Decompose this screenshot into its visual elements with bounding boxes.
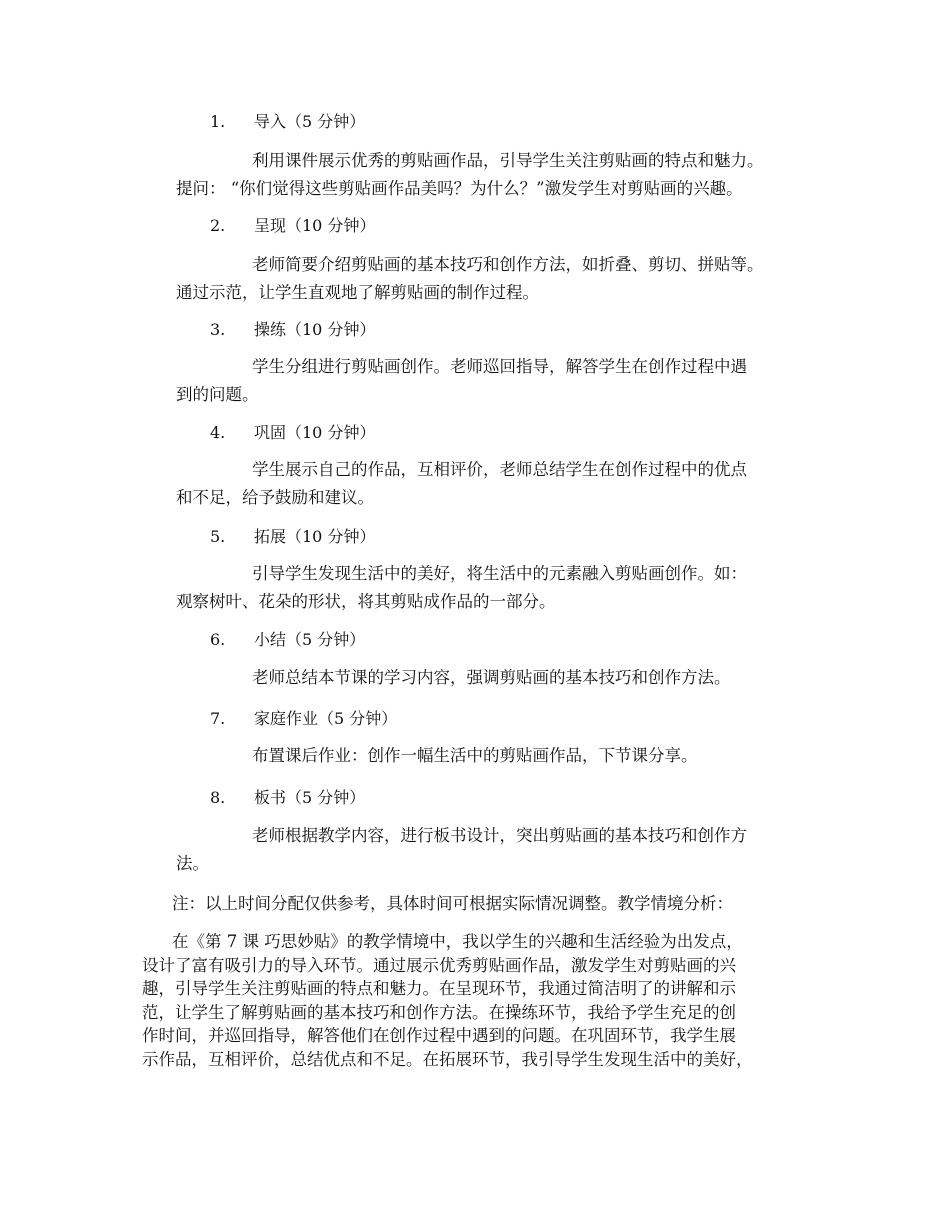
section-body bbox=[176, 147, 764, 203]
body-line: 学生展示自己的作品，互相评价，老师总结学生在创作过程中的优点 bbox=[252, 460, 747, 479]
body-line: 法。 bbox=[176, 854, 209, 873]
body-line: 老师简要介绍剪贴画的基本技巧和创作方法，如折叠、剪切、拼贴等。 bbox=[252, 255, 764, 274]
section-body bbox=[176, 560, 747, 616]
section-body bbox=[176, 822, 747, 878]
analysis-line: 设计了富有吸引力的导入环节。通过展示优秀剪贴画作品，激发学生对剪贴画的兴 bbox=[142, 955, 736, 975]
section-heading bbox=[210, 216, 375, 236]
section-heading bbox=[210, 320, 375, 340]
body-line: 通过示范，让学生直观地了解剪贴画的制作过程。 bbox=[176, 283, 539, 302]
note-line: 注：以上时间分配仅供参考，具体时间可根据实际情况调整。教学情境分析： bbox=[172, 894, 733, 913]
section-number: 7. bbox=[210, 709, 226, 728]
section-number: 6. bbox=[210, 630, 226, 649]
section-heading bbox=[210, 423, 375, 443]
section-number: 1. bbox=[210, 112, 226, 131]
section-body bbox=[176, 353, 747, 409]
section-title: 小结（5 分钟） bbox=[254, 630, 366, 649]
section-number: 8. bbox=[210, 788, 226, 807]
section-body bbox=[176, 742, 698, 770]
section-heading bbox=[210, 709, 397, 729]
body-line: 引导学生发现生活中的美好，将生活中的元素融入剪贴画创作。如： bbox=[252, 564, 747, 583]
section-heading bbox=[210, 788, 365, 808]
body-line: 提问： “你们觉得这些剪贴画作品美吗？为什么？”激发学生对剪贴画的兴趣。 bbox=[176, 179, 743, 198]
analysis-line: 在《第 7 课 巧思妙贴》的教学情境中，我以学生的兴趣和生活经验为出发点， bbox=[172, 932, 743, 951]
body-line: 老师根据教学内容，进行板书设计，突出剪贴画的基本技巧和创作方 bbox=[252, 826, 747, 845]
analysis-line: 作时间，并巡回指导，解答他们在创作过程中遇到的问题。在巩固环节，我学生展 bbox=[142, 1026, 736, 1045]
section-number: 4. bbox=[210, 423, 226, 442]
section-heading bbox=[210, 630, 365, 650]
analysis-paragraph bbox=[142, 930, 753, 1071]
section-body bbox=[176, 456, 747, 512]
section-title: 板书（5 分钟） bbox=[254, 788, 366, 807]
body-line: 和不足，给予鼓励和建议。 bbox=[176, 488, 374, 507]
body-line: 观察树叶、花朵的形状，将其剪贴成作品的一部分。 bbox=[176, 592, 556, 611]
section-heading bbox=[210, 112, 365, 132]
section-title: 导入（5 分钟） bbox=[254, 112, 366, 131]
body-line: 到的问题。 bbox=[176, 385, 259, 404]
section-title: 巩固（10 分钟） bbox=[254, 423, 376, 442]
body-line: 利用课件展示优秀的剪贴画作品，引导学生关注剪贴画的特点和魅力。 bbox=[252, 151, 764, 170]
section-number: 5. bbox=[210, 527, 226, 546]
analysis-line: 趣，引导学生关注剪贴画的特点和魅力。在呈现环节，我通过简洁明了的讲解和示 bbox=[142, 979, 736, 998]
body-line: 布置课后作业：创作一幅生活中的剪贴画作品，下节课分享。 bbox=[252, 746, 698, 765]
section-body bbox=[176, 251, 764, 307]
section-title: 家庭作业（5 分钟） bbox=[254, 709, 398, 728]
section-number: 2. bbox=[210, 216, 226, 235]
section-body bbox=[176, 664, 731, 692]
section-title: 操练（10 分钟） bbox=[254, 320, 376, 339]
section-number: 3. bbox=[210, 320, 226, 339]
section-title: 呈现（10 分钟） bbox=[254, 216, 376, 235]
analysis-line: 示作品，互相评价，总结优点和不足。在拓展环节，我引导学生发现生活中的美好， bbox=[142, 1049, 753, 1069]
analysis-line: 范，让学生了解剪贴画的基本技巧和创作方法。在操练环节，我给予学生充足的创 bbox=[142, 1002, 736, 1022]
section-title: 拓展（10 分钟） bbox=[254, 527, 376, 546]
body-line: 学生分组进行剪贴画创作。老师巡回指导，解答学生在创作过程中遇 bbox=[252, 357, 747, 376]
section-heading bbox=[210, 527, 375, 547]
body-line: 老师总结本节课的学习内容，强调剪贴画的基本技巧和创作方法。 bbox=[252, 668, 731, 687]
note-paragraph bbox=[172, 890, 733, 918]
